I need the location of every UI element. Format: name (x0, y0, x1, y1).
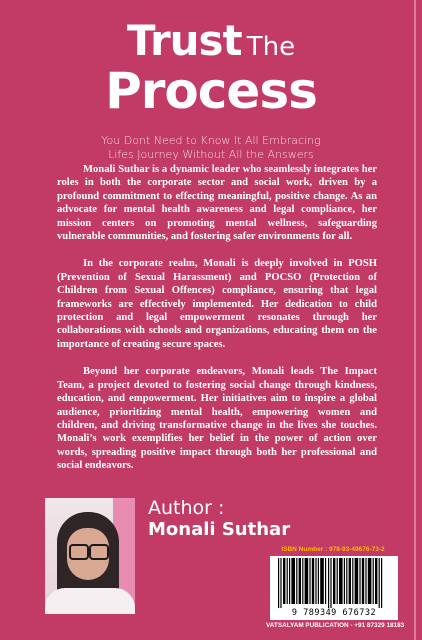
publisher-contact: VATSALYAM PUBLICATION - +91 87329 18183 (266, 622, 405, 629)
author-photo (45, 498, 135, 614)
bio-paragraph-2: In the corporate realm, Monali is deeply involved in POSH (Prevention of Sexual Harassment) and POCSO (Protection of Children from Sexual Offences) compliance, ensuring that legal frameworks are effectively implemented. Her dedication to child protection and legal empowerment resonates through her collaborations with schools and organizations, educating them on the importance of creating secure spaces. (57, 258, 377, 350)
isbn-block (266, 546, 405, 638)
subtitle-line-1: You Dont Need to Know It All Embracing (101, 134, 321, 147)
barcode-digits: 9 789349 676732 (291, 608, 377, 618)
title-line-1 (0, 16, 422, 65)
bio-paragraph-3: Beyond her corporate endeavors, Monali leads The Impact Team, a project devoted to fostering social change through kindness, education, and empowerment. Her initiatives aim to inspire a global audience, prioritizing mental health, empowering women and children, and driving transformative change in the lives she touches. Monali’s work exemplifies her belief in the power of action over words, spreading positive impact through both her professional and social endeavors. (57, 366, 377, 472)
bio-paragraph-1: Monali Suthar is a dynamic leader who seamlessly integrates her roles in both the corporate sector and social work, driven by a profound commitment to effecting meaningful, positive change. As an advocate for mental health awareness and legal compliance, her mission centers on promoting mental wellness, safeguarding vulnerable communities, and fostering safer environments for all. (57, 164, 377, 243)
author-label: Author : (148, 497, 225, 519)
subtitle-line-2: Lifes Journey Without All the Answers (108, 148, 314, 161)
subtitle (30, 134, 392, 162)
barcode-icon (274, 558, 394, 608)
author-name: Monali Suthar (148, 519, 291, 540)
title-word-the: The (246, 32, 296, 62)
title-word-trust: Trust (126, 16, 242, 65)
title-word-process: Process (105, 62, 317, 120)
isbn-number: ISBN Number : 978-93-49676-73-2 (281, 546, 385, 553)
author-bio (57, 163, 377, 487)
